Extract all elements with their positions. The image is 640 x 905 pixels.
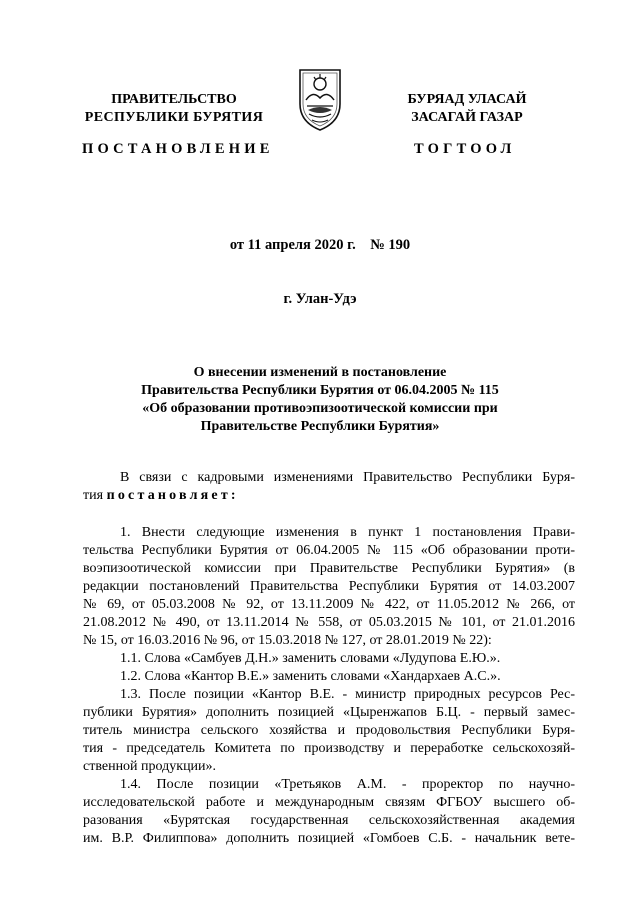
body-line: 1.2. Слова «Кантор В.Е.» заменить словами «Хандархаев А.С.». bbox=[120, 669, 501, 684]
header-right-line2: ЗАСАГАЙ ГАЗАР bbox=[411, 110, 523, 125]
body-line: 1.1. Слова «Самбуев Д.Н.» заменить словами «Лудупова Е.Ю.». bbox=[120, 651, 501, 666]
body-line: № 15, от 16.03.2016 № 96, от 15.03.2018 № 127, от 28.01.2019 № 22): bbox=[83, 633, 492, 648]
body-line: № 69, от 05.03.2008 № 92, от 13.11.2009 № 422, от 11.05.2012 № 266, от bbox=[83, 597, 575, 612]
header-left-line1: ПРАВИТЕЛЬСТВО bbox=[111, 92, 237, 107]
subject-line-2: Правительства Республики Бурятия от 06.04.2005 № 115 bbox=[141, 383, 499, 398]
body-line: 21.08.2012 № 490, от 13.11.2014 № 558, от 05.03.2015 № 101, от 21.01.2016 bbox=[83, 615, 575, 630]
header-left-line2: РЕСПУБЛИКИ БУРЯТИЯ bbox=[84, 110, 264, 125]
header-right-line1: БУРЯАД УЛАСАЙ bbox=[407, 92, 527, 107]
body-line: тия - председатель Комитета по производству и переработке сельскохозяй- bbox=[83, 741, 575, 756]
body-line: 1.4. После позиции «Третьяков А.М. - проректор по научно- bbox=[120, 777, 575, 792]
intro-line-2-start: тия bbox=[83, 488, 107, 503]
header-government-bur bbox=[357, 91, 577, 127]
intro-keyword: постановляет: bbox=[106, 488, 239, 503]
body-line: 1. Внести следующие изменения в пункт 1 постановления Прави- bbox=[120, 525, 575, 540]
intro-paragraph bbox=[83, 469, 575, 505]
intro-line-2 bbox=[83, 487, 575, 505]
date-number-line: от 11 апреля 2020 г. № 190 bbox=[229, 237, 411, 253]
subject-line-1: О внесении изменений в постановление bbox=[193, 365, 447, 380]
body-line: им. В.Р. Филиппова» дополнить позицией «Гомбоев С.Б. - начальник вете- bbox=[83, 831, 575, 846]
subject-heading bbox=[110, 364, 530, 436]
body-line: редакции постановлений Правительства Республики Бурятия от 14.03.2007 bbox=[83, 579, 575, 594]
body-line: титель министра сельского хозяйства и продовольствия Республики Буря- bbox=[83, 723, 575, 738]
body-line: 1.3. После позиции «Кантор В.Е. - министр природных ресурсов Рес- bbox=[120, 687, 575, 702]
coat-of-arms-icon bbox=[296, 64, 344, 134]
body-line: исследовательской работе и международным связям ФГБОУ высшего об- bbox=[83, 795, 575, 810]
body-line: воэпизоотической комиссии при Правительстве Республики Бурятия» (в bbox=[83, 561, 575, 576]
body-line: тельства Республики Бурятия от 06.04.2005 № 115 «Об образовании проти- bbox=[83, 543, 575, 558]
body-line: публики Бурятия» дополнить позицией «Цыренжапов Б.Ц. - первый замес- bbox=[83, 705, 575, 720]
document-type-bur: ТОГТООЛ bbox=[414, 141, 516, 157]
intro-line-1: В связи с кадровыми изменениями Правительство Республики Буря- bbox=[120, 470, 575, 485]
main-paragraph bbox=[83, 524, 575, 848]
header-government-ru bbox=[64, 91, 284, 127]
subject-line-3: «Об образовании противоэпизоотической комиссии при bbox=[142, 401, 498, 416]
document-type-ru: ПОСТАНОВЛЕНИЕ bbox=[82, 141, 274, 157]
subject-line-4: Правительстве Республики Бурятия» bbox=[200, 419, 440, 434]
body-line: ственной продукции». bbox=[83, 759, 217, 774]
city-line: г. Улан-Удэ bbox=[283, 291, 357, 307]
body-line: разования «Бурятская государственная сельскохозяйственная академия bbox=[83, 813, 575, 828]
